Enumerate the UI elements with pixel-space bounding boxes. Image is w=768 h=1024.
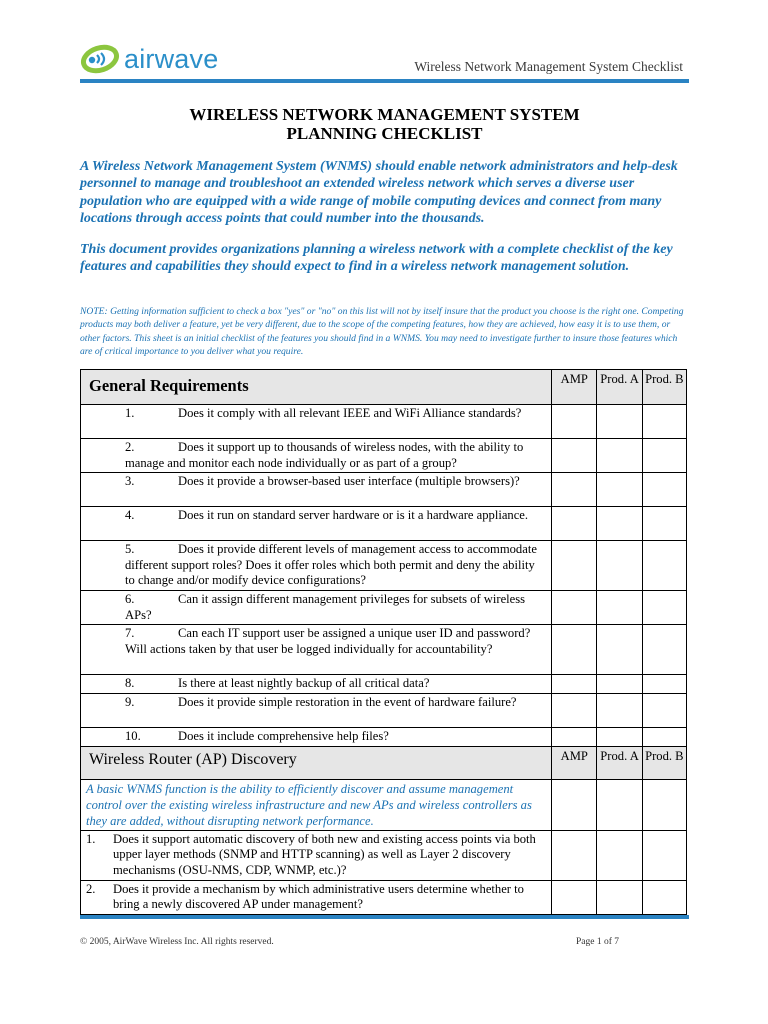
prod-a-check-cell[interactable] xyxy=(597,405,642,439)
question-cell: 7. Can each IT support user be assigned a unique user ID and password? Will actions taken by that user be logged individually for accountability? xyxy=(81,625,552,675)
question-cell: 3. Does it provide a browser-based user interface (multiple browsers)? xyxy=(81,473,552,507)
prod-a-check-cell[interactable] xyxy=(597,439,642,473)
amp-check-cell[interactable] xyxy=(552,779,597,830)
table-row xyxy=(81,405,687,439)
section-title-discovery: Wireless Router (AP) Discovery xyxy=(81,746,552,779)
prod-a-check-cell[interactable] xyxy=(597,625,642,675)
question-cell: 9. Does it provide simple restoration in the event of hardware failure? xyxy=(81,693,552,727)
question-cell: 2. Does it provide a mechanism by which administrative users determine whether to bring a newly discovered AP under management? xyxy=(81,880,552,914)
prod-b-check-cell[interactable] xyxy=(642,439,686,473)
prod-b-check-cell[interactable] xyxy=(642,779,686,830)
note-paragraph: NOTE: Getting information sufficient to check a box "yes" or "no" on this list will not by itself insure that the product you choose is the right one. Competing products may both deliver a feature, yet be very different, due to the scope of the competing features, how they are achieved, how easy it is to use them, or other factors. This sheet is an initial checklist of the features you should find in a WNMS. You may need to investigate further to insure those features which are of critical importance to you deliver what you require. xyxy=(80,306,684,358)
airwave-logo xyxy=(80,42,218,76)
amp-check-cell[interactable] xyxy=(552,507,597,541)
footer-page-number: Page 1 of 7 xyxy=(576,937,620,947)
amp-check-cell[interactable] xyxy=(552,880,597,914)
col-header-amp: AMP xyxy=(552,370,597,405)
prod-b-check-cell[interactable] xyxy=(642,880,686,914)
table-row xyxy=(81,625,687,675)
section-header-discovery xyxy=(81,746,687,779)
table-row xyxy=(81,541,687,591)
prod-a-check-cell[interactable] xyxy=(597,591,642,625)
prod-a-check-cell[interactable] xyxy=(597,693,642,727)
question-cell: 5. Does it provide different levels of management access to accommodate different support roles? Does it offer roles which both permit and deny the ability to change and/or modify device configurations? xyxy=(81,541,552,591)
amp-check-cell[interactable] xyxy=(552,693,597,727)
prod-a-check-cell[interactable] xyxy=(597,507,642,541)
table-row xyxy=(81,473,687,507)
page-title xyxy=(80,105,689,143)
prod-a-check-cell[interactable] xyxy=(597,779,642,830)
col-header-prod-b: Prod. B xyxy=(642,370,686,405)
table-row xyxy=(81,727,687,746)
table-row xyxy=(81,830,687,880)
prod-b-check-cell[interactable] xyxy=(642,625,686,675)
prod-a-check-cell[interactable] xyxy=(597,727,642,746)
prod-a-check-cell[interactable] xyxy=(597,473,642,507)
table-row xyxy=(81,675,687,694)
amp-check-cell[interactable] xyxy=(552,473,597,507)
col-header-prod-a: Prod. A xyxy=(597,370,642,405)
amp-check-cell[interactable] xyxy=(552,830,597,880)
header-rule xyxy=(80,79,689,83)
table-row xyxy=(81,779,687,830)
airwave-logo-icon xyxy=(80,43,120,75)
prod-b-check-cell[interactable] xyxy=(642,675,686,694)
prod-b-check-cell[interactable] xyxy=(642,473,686,507)
running-header-title: Wireless Network Management System Checklist xyxy=(414,59,683,74)
prod-b-check-cell[interactable] xyxy=(642,830,686,880)
col-header-prod-a: Prod. A xyxy=(597,746,642,779)
title-line-2: PLANNING CHECKLIST xyxy=(286,124,483,143)
question-cell: 8. Is there at least nightly backup of all critical data? xyxy=(81,675,552,694)
logo-text: airwave xyxy=(124,43,219,74)
question-cell: 6. Can it assign different management privileges for subsets of wireless APs? xyxy=(81,591,552,625)
col-header-amp: AMP xyxy=(552,746,597,779)
prod-a-check-cell[interactable] xyxy=(597,880,642,914)
prod-b-check-cell[interactable] xyxy=(642,693,686,727)
col-header-prod-b: Prod. B xyxy=(642,746,686,779)
prod-b-check-cell[interactable] xyxy=(642,727,686,746)
amp-check-cell[interactable] xyxy=(552,541,597,591)
title-line-1: WIRELESS NETWORK MANAGEMENT SYSTEM xyxy=(189,105,580,124)
amp-check-cell[interactable] xyxy=(552,591,597,625)
question-cell: 10. Does it include comprehensive help files? xyxy=(81,727,552,746)
table-row xyxy=(81,507,687,541)
table-row xyxy=(81,591,687,625)
table-row xyxy=(81,693,687,727)
amp-check-cell[interactable] xyxy=(552,439,597,473)
section-description: A basic WNMS function is the ability to efficiently discover and assume management control over the existing wireless infrastructure and new APs and wireless controllers as they are added, without disrupting network performance. xyxy=(81,779,552,830)
footer-copyright: © 2005, AirWave Wireless Inc. All rights reserved. xyxy=(80,937,274,947)
prod-b-check-cell[interactable] xyxy=(642,541,686,591)
question-cell: 2. Does it support up to thousands of wireless nodes, with the ability to manage and monitor each node individually or as part of a group? xyxy=(81,439,552,473)
question-cell: 4. Does it run on standard server hardware or is it a hardware appliance. xyxy=(81,507,552,541)
checklist-table xyxy=(80,369,687,915)
intro-paragraph-2: This document provides organizations planning a wireless network with a complete checklist of the key features and capabilities they should expect to find in a wireless network management solution. xyxy=(80,242,673,275)
prod-b-check-cell[interactable] xyxy=(642,591,686,625)
prod-b-check-cell[interactable] xyxy=(642,507,686,541)
question-cell: 1. Does it comply with all relevant IEEE and WiFi Alliance standards? xyxy=(81,405,552,439)
question-cell: 1. Does it support automatic discovery of both new and existing access points via both upper layer methods (SNMP and HTTP scanning) as well as Layer 2 discovery mechanisms (OSU-NMS, CDP, WNMP, etc.)? xyxy=(81,830,552,880)
prod-a-check-cell[interactable] xyxy=(597,541,642,591)
section-header-general xyxy=(81,370,687,405)
amp-check-cell[interactable] xyxy=(552,405,597,439)
prod-b-check-cell[interactable] xyxy=(642,405,686,439)
page-header xyxy=(80,40,689,80)
amp-check-cell[interactable] xyxy=(552,727,597,746)
section-title-general: General Requirements xyxy=(81,370,552,405)
table-row xyxy=(81,439,687,473)
amp-check-cell[interactable] xyxy=(552,625,597,675)
prod-a-check-cell[interactable] xyxy=(597,675,642,694)
footer-rule xyxy=(80,915,689,919)
amp-check-cell[interactable] xyxy=(552,675,597,694)
table-row xyxy=(81,880,687,914)
prod-a-check-cell[interactable] xyxy=(597,830,642,880)
intro-paragraph-1: A Wireless Network Management System (WNMS) should enable network administrators and help-desk personnel to manage and troubleshoot an extended wireless network which serves a diverse user population who are equipped with a wide range of mobile computing devices and connect from many locations through access points that could number into the thousands. xyxy=(80,159,678,227)
